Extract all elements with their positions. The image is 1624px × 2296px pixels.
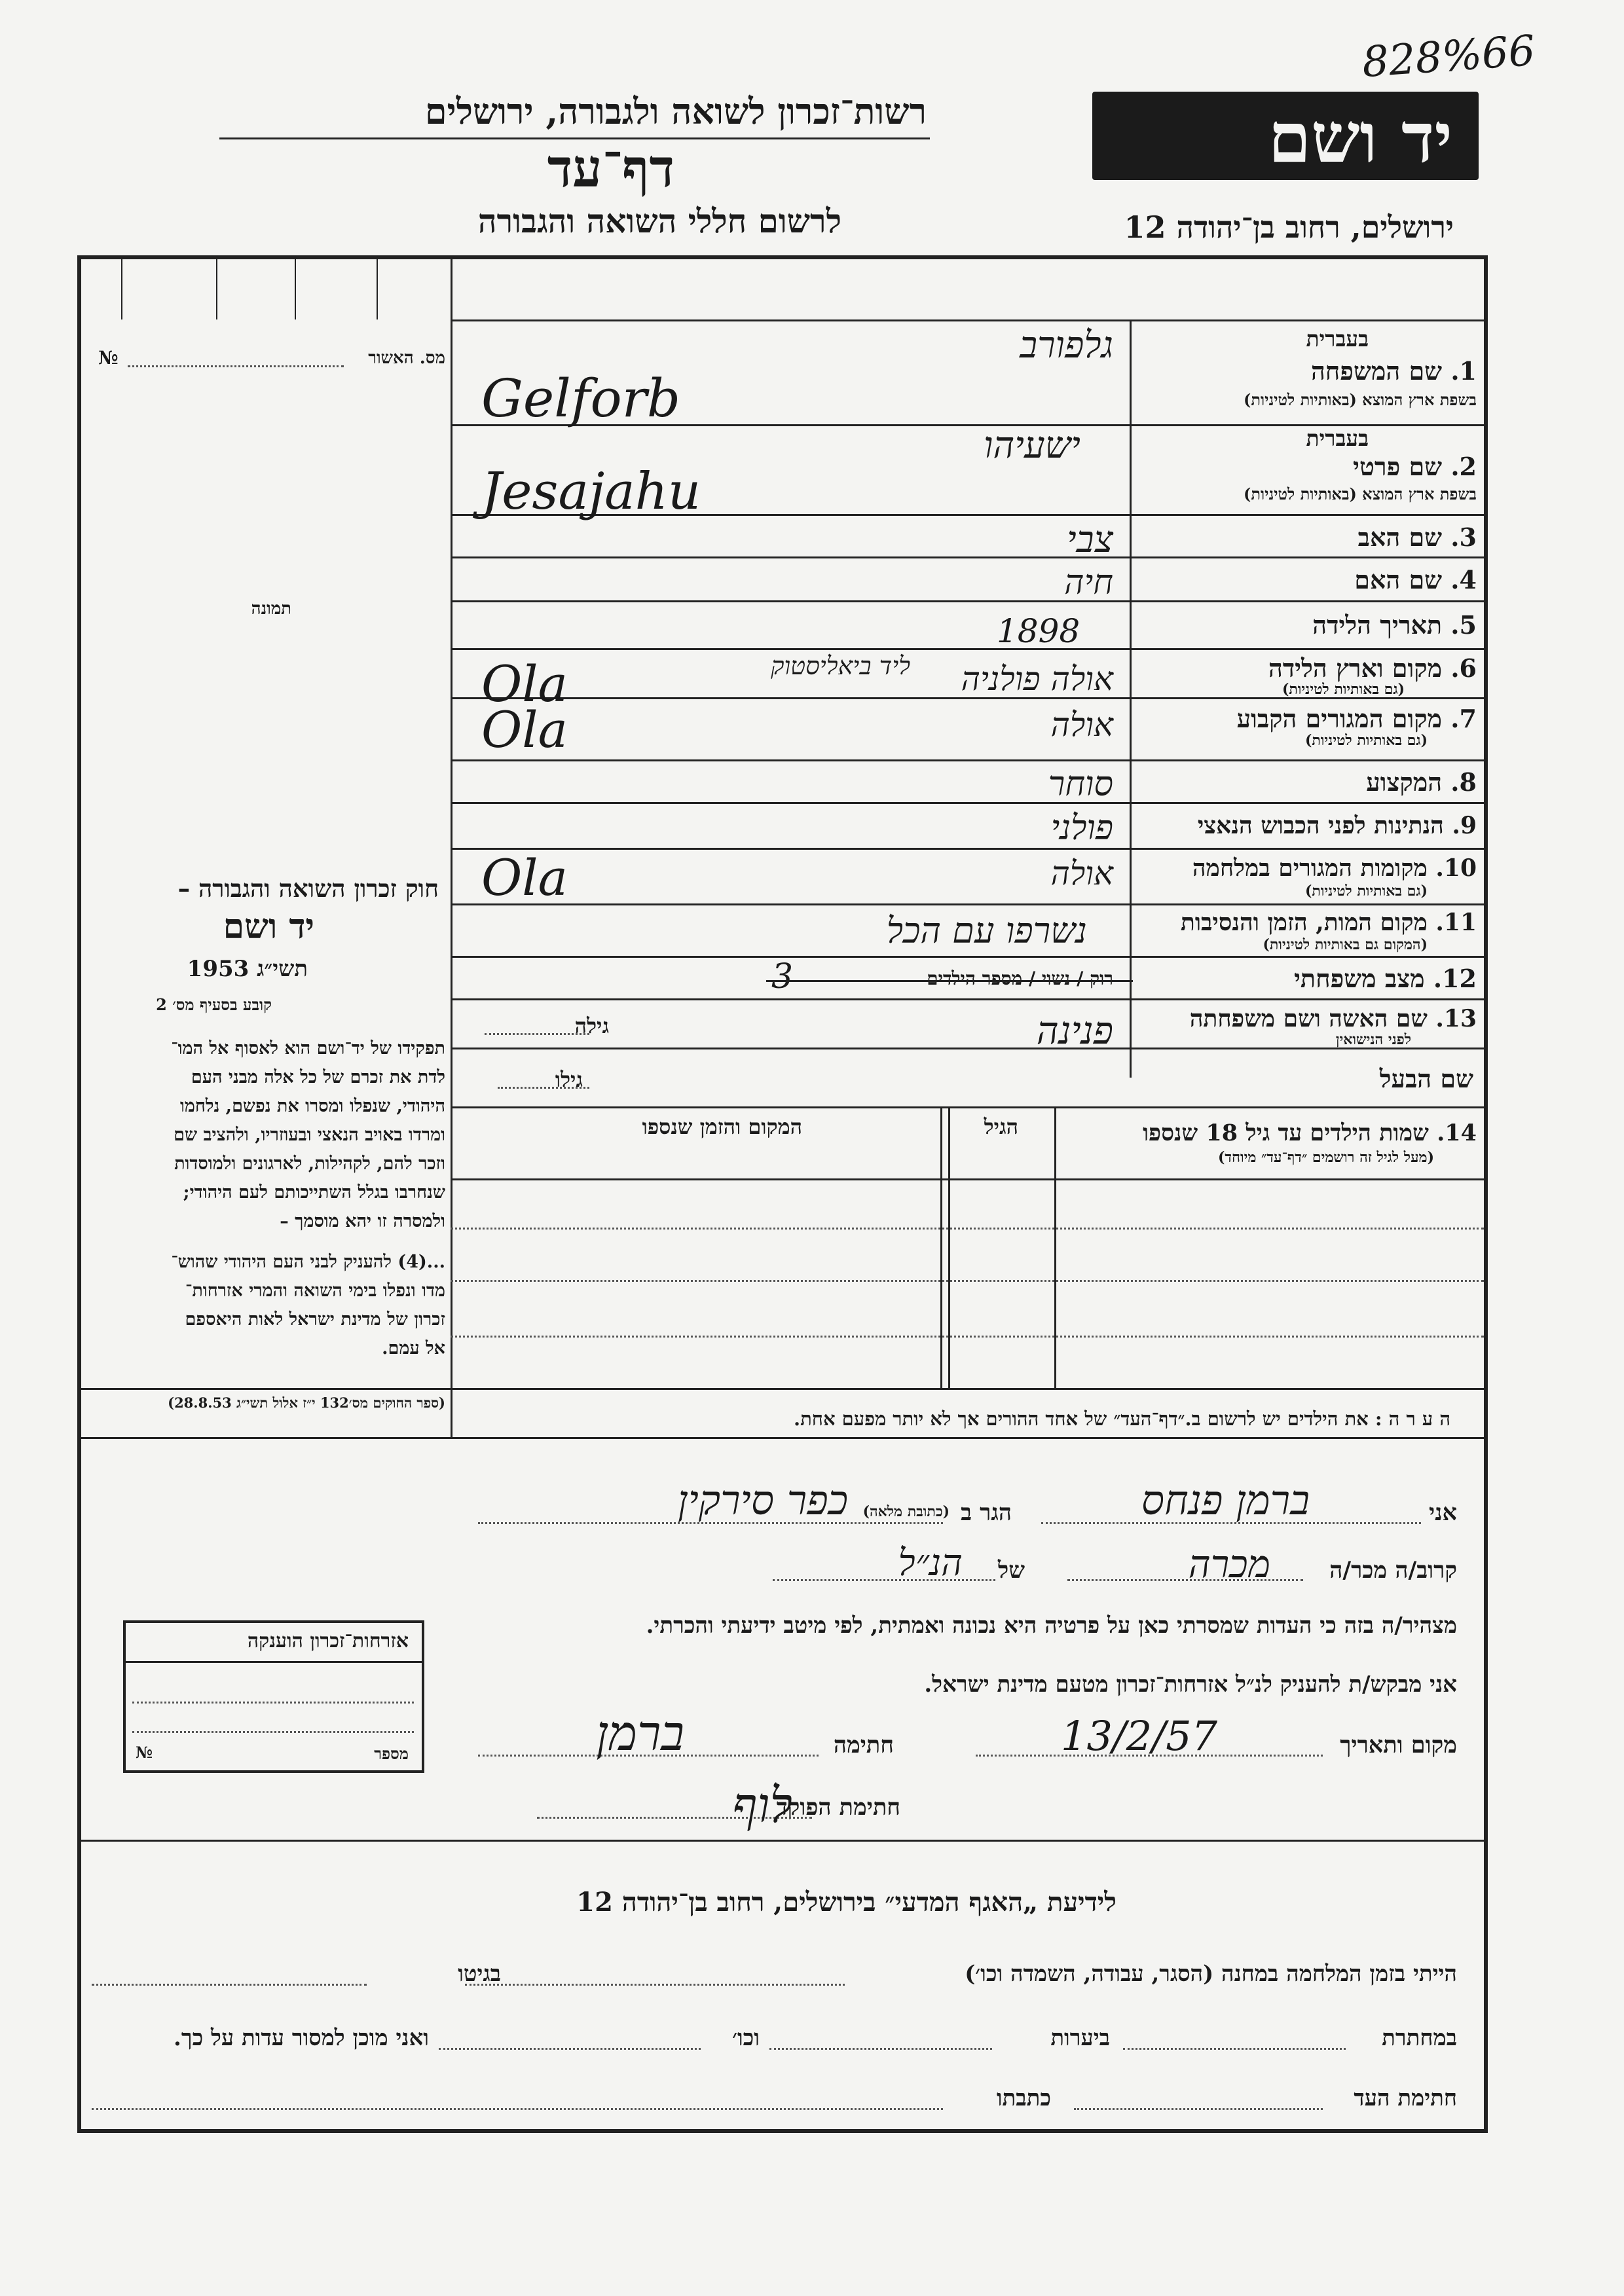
forests-line bbox=[769, 2048, 992, 2050]
i-am-label: אני bbox=[1428, 1499, 1457, 1526]
signature-label: חתימה bbox=[833, 1732, 894, 1758]
row-line bbox=[451, 848, 1484, 850]
children-row-line bbox=[451, 1228, 1484, 1230]
birth-date-value: 1898 bbox=[997, 612, 1080, 650]
forests-label: ביערות bbox=[1050, 2025, 1110, 2051]
row-line bbox=[451, 759, 1484, 761]
his-address-label: כתבתו bbox=[996, 2085, 1051, 2111]
frame-bottom bbox=[77, 2129, 1488, 2133]
field-13-label: 13. שם האשה ושם משפחתה bbox=[1189, 1005, 1477, 1032]
children-col-div-1 bbox=[1054, 1106, 1056, 1388]
children-row-line bbox=[451, 1280, 1484, 1282]
witness-signature: ברמן bbox=[596, 1705, 684, 1762]
field-2-sub: בשפת ארץ המוצא (באותיות לטיניות) bbox=[1244, 484, 1477, 503]
given-latin-value: Jesajahu bbox=[481, 462, 701, 521]
law-text-line: ולמסרה זו יהא מוסמך – bbox=[280, 1211, 445, 1231]
hideout-label: במחתרת bbox=[1382, 2025, 1457, 2051]
husband-label: שם הבעל bbox=[1379, 1064, 1473, 1093]
request-text: אני מבקש/ת להעניק לנ״ל אזרחות־זכרון מטעם מדינת ישראל. bbox=[924, 1671, 1457, 1698]
residence-latin: Ola bbox=[481, 701, 568, 759]
hideout-line bbox=[1123, 2048, 1346, 2050]
witness-address-value: כפר סירקין bbox=[677, 1476, 848, 1524]
note-top-line bbox=[77, 1388, 1485, 1390]
law-text-line: מדו ונפלו בימי השואה והמרי אזרחות־ bbox=[185, 1281, 445, 1301]
residing-label: הגר ב bbox=[961, 1499, 1012, 1526]
row-line bbox=[451, 956, 1484, 958]
law-year: תשי״ג 1953 bbox=[187, 956, 308, 982]
address: ירושלים, רחוב בן־יהודה 12 bbox=[1124, 210, 1454, 245]
field-10-label: 10. מקומות המגורים במלחמה bbox=[1192, 854, 1477, 882]
citizenship-line bbox=[132, 1731, 414, 1733]
camp-label: הייתי בזמן המלחמה במחנה (הסגר, עבודה, השמדה וכו׳) bbox=[965, 1961, 1457, 1987]
law-text-line: היהודי, שנפלו ומסרו את נפשם, נלחמו bbox=[179, 1096, 445, 1116]
authority-name: רשות־זכרון לשואה ולגבורה, ירושלים bbox=[424, 90, 927, 132]
law-title: חוק זכרון השואה והגבורה – bbox=[177, 874, 439, 903]
death-value: נשרפו עם הכל bbox=[886, 910, 1087, 951]
surname-hebrew-value: גלפורב bbox=[1020, 324, 1113, 367]
father-value: צבי bbox=[1066, 519, 1113, 561]
place-time-column-header: המקום והזמן שנספו bbox=[642, 1114, 802, 1139]
citizenship-line bbox=[132, 1702, 414, 1704]
age-male-label: גילו bbox=[555, 1067, 583, 1092]
field-6-sub: (גם באותיות לטיניות) bbox=[1282, 681, 1405, 698]
intel-title: לידיעת „האגף המדעי״ בירושלים, רחוב בן־יהודה 12 bbox=[576, 1887, 1116, 1918]
citizenship-box bbox=[123, 1620, 424, 1773]
law-source: (ספר החוקים מס׳132 י״ז אלול תשי״ג 28.8.53) bbox=[168, 1394, 445, 1411]
relation-value: מכרה bbox=[1188, 1542, 1270, 1586]
his-address-line bbox=[92, 2108, 943, 2110]
of-label: של bbox=[997, 1557, 1025, 1584]
law-text-line: ומרדו באויב הנאצי ובעוזריו, ולהציב שם bbox=[174, 1125, 445, 1145]
row-line bbox=[451, 648, 1484, 650]
note-bottom-line bbox=[77, 1437, 1485, 1439]
marital-strike bbox=[766, 980, 1133, 982]
archive-number: 828%66 bbox=[1360, 26, 1537, 88]
strip-tick-2 bbox=[216, 255, 217, 319]
row-line bbox=[451, 556, 1484, 558]
etc-label: וכו׳ bbox=[732, 2025, 760, 2051]
witness-name-value: ברמן פנחס bbox=[1141, 1476, 1310, 1524]
strip-tick-3 bbox=[295, 255, 296, 319]
etc-line bbox=[439, 2048, 701, 2050]
field-7-label: 7. מקום המגורים הקבוע bbox=[1236, 704, 1477, 733]
row-line bbox=[451, 1048, 1484, 1049]
field-2-label: 2. שם פרטי bbox=[1352, 452, 1477, 481]
permit-label: מס. האשור bbox=[368, 348, 445, 368]
place-date-label: מקום ותאריך bbox=[1340, 1732, 1457, 1758]
witness-sig-line bbox=[1074, 2108, 1323, 2110]
declaration-text: מצהיר/ה בזה כי העדות שמסרתי כאן על פרטיה היא נכונה ואמתית, לפי מיטב ידיעתי והכרתי. bbox=[646, 1613, 1457, 1639]
wartime-residence-value: אולה bbox=[1050, 854, 1113, 892]
row-line bbox=[451, 998, 1484, 1000]
law-text-line: זכרון של מדינת ישראל לאות היאספם bbox=[185, 1309, 445, 1330]
ghetto-label: בגיטו bbox=[458, 1961, 501, 1987]
children-count-value: 3 bbox=[771, 957, 794, 996]
law-text-line: שנחרבו בגלל השתייכותם לעם היהודי; bbox=[183, 1182, 445, 1203]
law-ref: קובע בסעיף מס׳ 2 bbox=[156, 995, 272, 1014]
form-title: דף־עד bbox=[547, 137, 674, 199]
photo-label: תמונה bbox=[251, 599, 291, 619]
sidebar-divider bbox=[451, 255, 452, 1438]
citizenship-no-symbol: № bbox=[136, 1743, 153, 1762]
ready-label: ואני מוכן למסור עדות על כך. bbox=[174, 2025, 429, 2051]
officer-signature-label: חתימת הפוקד bbox=[776, 1794, 900, 1821]
frame-left bbox=[77, 255, 81, 2133]
witness-sig-label: חתימת העד bbox=[1354, 2085, 1457, 2111]
field-8-label: 8. המקצוע bbox=[1366, 767, 1477, 797]
field-hebrew-1: בעברית bbox=[1306, 326, 1369, 352]
officer-signature: לוף bbox=[732, 1777, 792, 1834]
given-hebrew-value: ישעיהו bbox=[984, 424, 1080, 467]
field-14-sub: (מעל לגיל זה רושמים ״דף־עד״ מיוחד) bbox=[1217, 1149, 1434, 1166]
law-text bbox=[82, 1034, 445, 1363]
surname-latin-value: Gelforb bbox=[481, 368, 681, 429]
permit-line bbox=[128, 365, 344, 367]
strip-tick-1 bbox=[121, 255, 122, 319]
field-12-label: 12. מצב משפחתי bbox=[1293, 964, 1477, 993]
field-5-label: 5. תאריך הלידה bbox=[1312, 610, 1477, 640]
field-hebrew-2: בעברית bbox=[1306, 426, 1369, 451]
field-11-label: 11. מקום המות, הזמן והנסיבות bbox=[1180, 909, 1477, 936]
top-strip-line bbox=[451, 319, 1485, 321]
nationality-value: פולני bbox=[1050, 809, 1113, 848]
mother-value: חיה bbox=[1064, 563, 1113, 602]
age-female-line bbox=[485, 1033, 589, 1035]
field-10-sub: (גם באותיות לטיניות) bbox=[1304, 883, 1428, 900]
row-line bbox=[451, 802, 1484, 804]
row-line bbox=[451, 903, 1484, 905]
citizenship-title: אזרחות־זכרון הוענקה bbox=[247, 1630, 409, 1652]
law-text-line: לדת את זכרם של כל אלה מבני העם bbox=[191, 1067, 445, 1087]
field-6-label: 6. מקום וארץ הלידה bbox=[1268, 653, 1477, 683]
children-col-div-3 bbox=[940, 1106, 942, 1388]
field-11-sub: (המקום גם באותיות לטיניות) bbox=[1263, 936, 1428, 953]
law-text-line: תפקידו של יד־ושם הוא לאסוף אל המו־ bbox=[171, 1038, 445, 1059]
field-4-label: 4. שם האם bbox=[1354, 565, 1477, 594]
note-text: ה ע ר ה : את הילדים יש לרשום ב.״דף־העד״ של אחד ההורים אך לא יותר מפעם אחת. bbox=[794, 1408, 1450, 1430]
footer-divider bbox=[77, 1840, 1485, 1842]
frame-top bbox=[77, 255, 1488, 259]
wife-value: פנינה bbox=[1036, 1008, 1113, 1053]
wartime-residence-latin: Ola bbox=[481, 848, 568, 907]
field-12-options: רוק / נשוי / מספר הילדים bbox=[927, 968, 1113, 989]
frame-right bbox=[1484, 255, 1488, 2133]
residence-value: אולה bbox=[1050, 706, 1113, 744]
law-name: יד ושם bbox=[223, 907, 314, 947]
citizenship-number-label: מספר bbox=[374, 1744, 409, 1763]
field-7-sub: (גם באותיות לטיניות) bbox=[1304, 732, 1428, 749]
children-col-div-2 bbox=[948, 1106, 950, 1388]
date-value: 13/2/57 bbox=[1061, 1712, 1218, 1760]
children-row-line bbox=[451, 1178, 1484, 1180]
field-13-sub: לפני הנישואין bbox=[1335, 1031, 1411, 1048]
age-column-header: הגיל bbox=[984, 1114, 1018, 1139]
relative-label: קרוב/ה מכר/ה bbox=[1329, 1557, 1457, 1584]
field-14-label: 14. שמות הילדים עד גיל 18 שנספו bbox=[1143, 1120, 1477, 1146]
birth-place-latin: Ola bbox=[481, 655, 568, 713]
profession-value: סוחר bbox=[1048, 765, 1113, 804]
law-text-line: וזכר להם, לקהילות, לארגונים ולמוסדות bbox=[174, 1154, 445, 1174]
age-female-label: גילה bbox=[574, 1013, 609, 1038]
full-address-label: (כתובת מלאה) bbox=[862, 1503, 950, 1520]
field-1-sub: בשפת ארץ המוצא (באותיות לטיניות) bbox=[1244, 390, 1477, 409]
citizenship-title-line bbox=[126, 1661, 422, 1663]
ghetto-line bbox=[92, 1984, 367, 1986]
of-whom-value: הנ״ל bbox=[898, 1542, 963, 1584]
field-9-label: 9. הנתינות לפני הכבוש הנאצי bbox=[1197, 812, 1477, 839]
law-text-line: ...(4) להעניק לבני העם היהודי שהוש־ bbox=[171, 1252, 445, 1272]
field-3-label: 3. שם האב bbox=[1357, 522, 1477, 552]
form-purpose: לרשום חללי השואה והגבורה bbox=[477, 202, 841, 240]
law-text-line: אל עמם. bbox=[382, 1338, 445, 1358]
yad-vashem-logo bbox=[1092, 92, 1479, 180]
birth-place-note: ליד ביאליסטוק bbox=[771, 651, 910, 680]
children-row-line bbox=[451, 1336, 1484, 1338]
logo-text: יד ושם bbox=[1268, 97, 1452, 178]
row-line bbox=[451, 600, 1484, 602]
permit-no-symbol: № bbox=[98, 347, 119, 369]
row-line bbox=[451, 1106, 1484, 1108]
field-1-label: 1. שם המשפחה bbox=[1310, 356, 1477, 386]
camp-line bbox=[465, 1984, 845, 1986]
birth-place-value: אולה פולניה bbox=[961, 660, 1113, 698]
age-male-line bbox=[498, 1087, 589, 1089]
strip-tick-4 bbox=[377, 255, 378, 319]
